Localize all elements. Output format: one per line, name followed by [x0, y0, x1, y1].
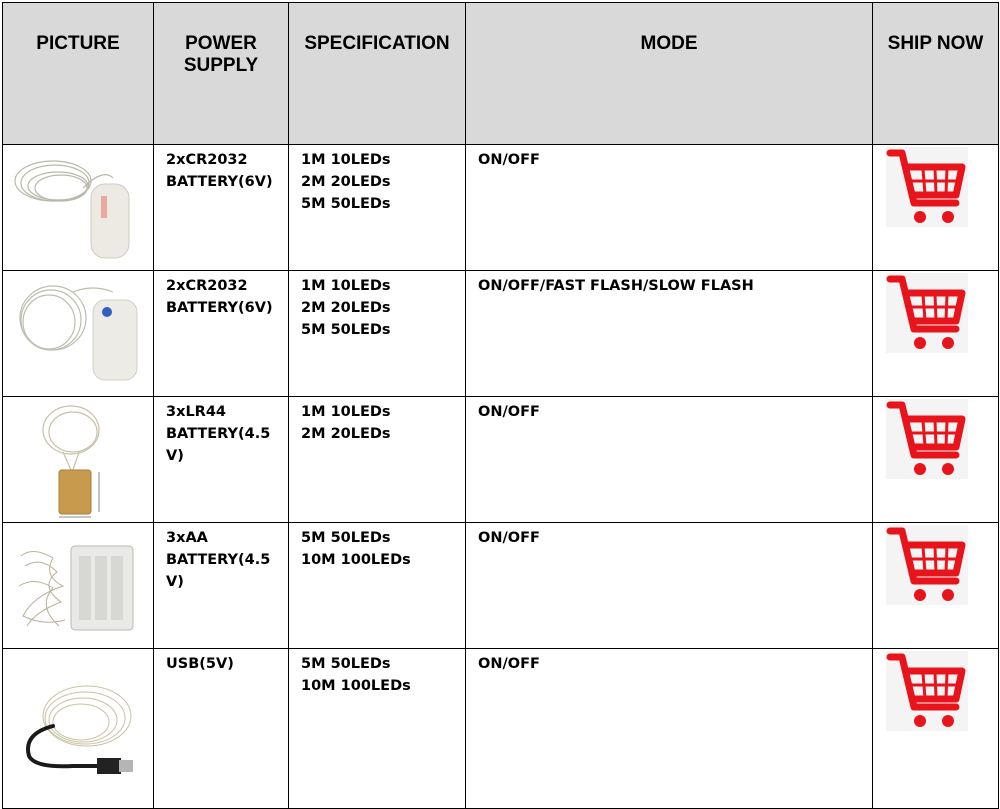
mode-cell — [466, 397, 873, 523]
power-line: 3xAA — [166, 530, 208, 546]
shopping-cart-icon — [886, 399, 968, 479]
mode-text: ON/OFF — [478, 656, 540, 672]
mode-text: ON/OFF — [478, 152, 540, 168]
header-row — [3, 3, 999, 145]
mode-text: ON/OFF/FAST FLASH/SLOW FLASH — [478, 278, 754, 294]
spec-line: 10M 100LEDs — [301, 678, 411, 694]
fairy-lights-coin-battery-image — [13, 148, 143, 268]
product-picture-cell — [3, 523, 154, 649]
spec-line: 1M 10LEDs — [301, 404, 391, 420]
table-row — [3, 145, 999, 271]
spec-line: 5M 50LEDs — [301, 322, 391, 338]
table-row — [3, 649, 999, 809]
header-power-line2: SUPPLY — [183, 55, 259, 76]
spec-line: 5M 50LEDs — [301, 656, 391, 672]
mode-cell — [466, 145, 873, 271]
specification-cell — [289, 523, 466, 649]
power-supply-cell — [154, 397, 289, 523]
mode-cell — [466, 271, 873, 397]
spec-line: 10M 100LEDs — [301, 552, 411, 568]
spec-line: 2M 20LEDs — [301, 174, 391, 190]
power-line: 2xCR2032 — [166, 152, 248, 168]
shopping-cart-icon — [886, 147, 968, 227]
spec-line: 1M 10LEDs — [301, 152, 391, 168]
specification-cell — [289, 397, 466, 523]
mode-cell — [466, 649, 873, 809]
ship-now-button[interactable] — [873, 271, 968, 353]
header-specification: SPECIFICATION — [289, 3, 466, 145]
ship-now-cell — [873, 397, 999, 523]
power-line: BATTERY(4.5 — [166, 426, 271, 442]
usb-fairy-lights-image — [13, 664, 143, 794]
mode-text: ON/OFF — [478, 530, 540, 546]
ship-now-button[interactable] — [873, 397, 968, 479]
power-line: 2xCR2032 — [166, 278, 248, 294]
power-line: BATTERY(6V) — [166, 300, 273, 316]
aa-battery-box-fairy-lights-image — [13, 526, 143, 646]
power-line: V) — [166, 574, 184, 590]
product-picture-cell — [3, 649, 154, 809]
fairy-lights-button-battery-image — [13, 274, 143, 394]
header-mode: MODE — [466, 3, 873, 145]
header-power-line1: POWER — [185, 33, 257, 54]
ship-now-cell — [873, 523, 999, 649]
specification-cell — [289, 145, 466, 271]
ship-now-button[interactable] — [873, 523, 968, 605]
power-line: BATTERY(6V) — [166, 174, 273, 190]
product-picture-cell — [3, 397, 154, 523]
power-line: 3xLR44 — [166, 404, 227, 420]
table-row — [3, 397, 999, 523]
power-supply-cell — [154, 145, 289, 271]
product-picture-cell — [3, 145, 154, 271]
shopping-cart-icon — [886, 651, 968, 731]
header-ship-now: SHIP NOW — [873, 3, 999, 145]
header-power-supply — [154, 3, 289, 145]
ship-now-cell — [873, 271, 999, 397]
product-picture-cell — [3, 271, 154, 397]
power-supply-cell — [154, 649, 289, 809]
specification-cell — [289, 271, 466, 397]
ship-now-button[interactable] — [873, 145, 968, 227]
ship-now-cell — [873, 145, 999, 271]
power-supply-cell — [154, 523, 289, 649]
table-row — [3, 271, 999, 397]
spec-line: 5M 50LEDs — [301, 196, 391, 212]
power-line: V) — [166, 448, 184, 464]
mode-cell — [466, 523, 873, 649]
power-line: USB(5V) — [166, 656, 234, 672]
specification-cell — [289, 649, 466, 809]
power-supply-cell — [154, 271, 289, 397]
product-table — [2, 2, 999, 809]
ship-now-button[interactable] — [873, 649, 968, 731]
table-row — [3, 523, 999, 649]
spec-line: 2M 20LEDs — [301, 426, 391, 442]
power-line: BATTERY(4.5 — [166, 552, 271, 568]
header-picture: PICTURE — [3, 3, 154, 145]
spec-line: 1M 10LEDs — [301, 278, 391, 294]
spec-line: 2M 20LEDs — [301, 300, 391, 316]
shopping-cart-icon — [886, 273, 968, 353]
cork-fairy-lights-image — [13, 400, 143, 520]
mode-text: ON/OFF — [478, 404, 540, 420]
ship-now-cell — [873, 649, 999, 809]
spec-line: 5M 50LEDs — [301, 530, 391, 546]
shopping-cart-icon — [886, 525, 968, 605]
